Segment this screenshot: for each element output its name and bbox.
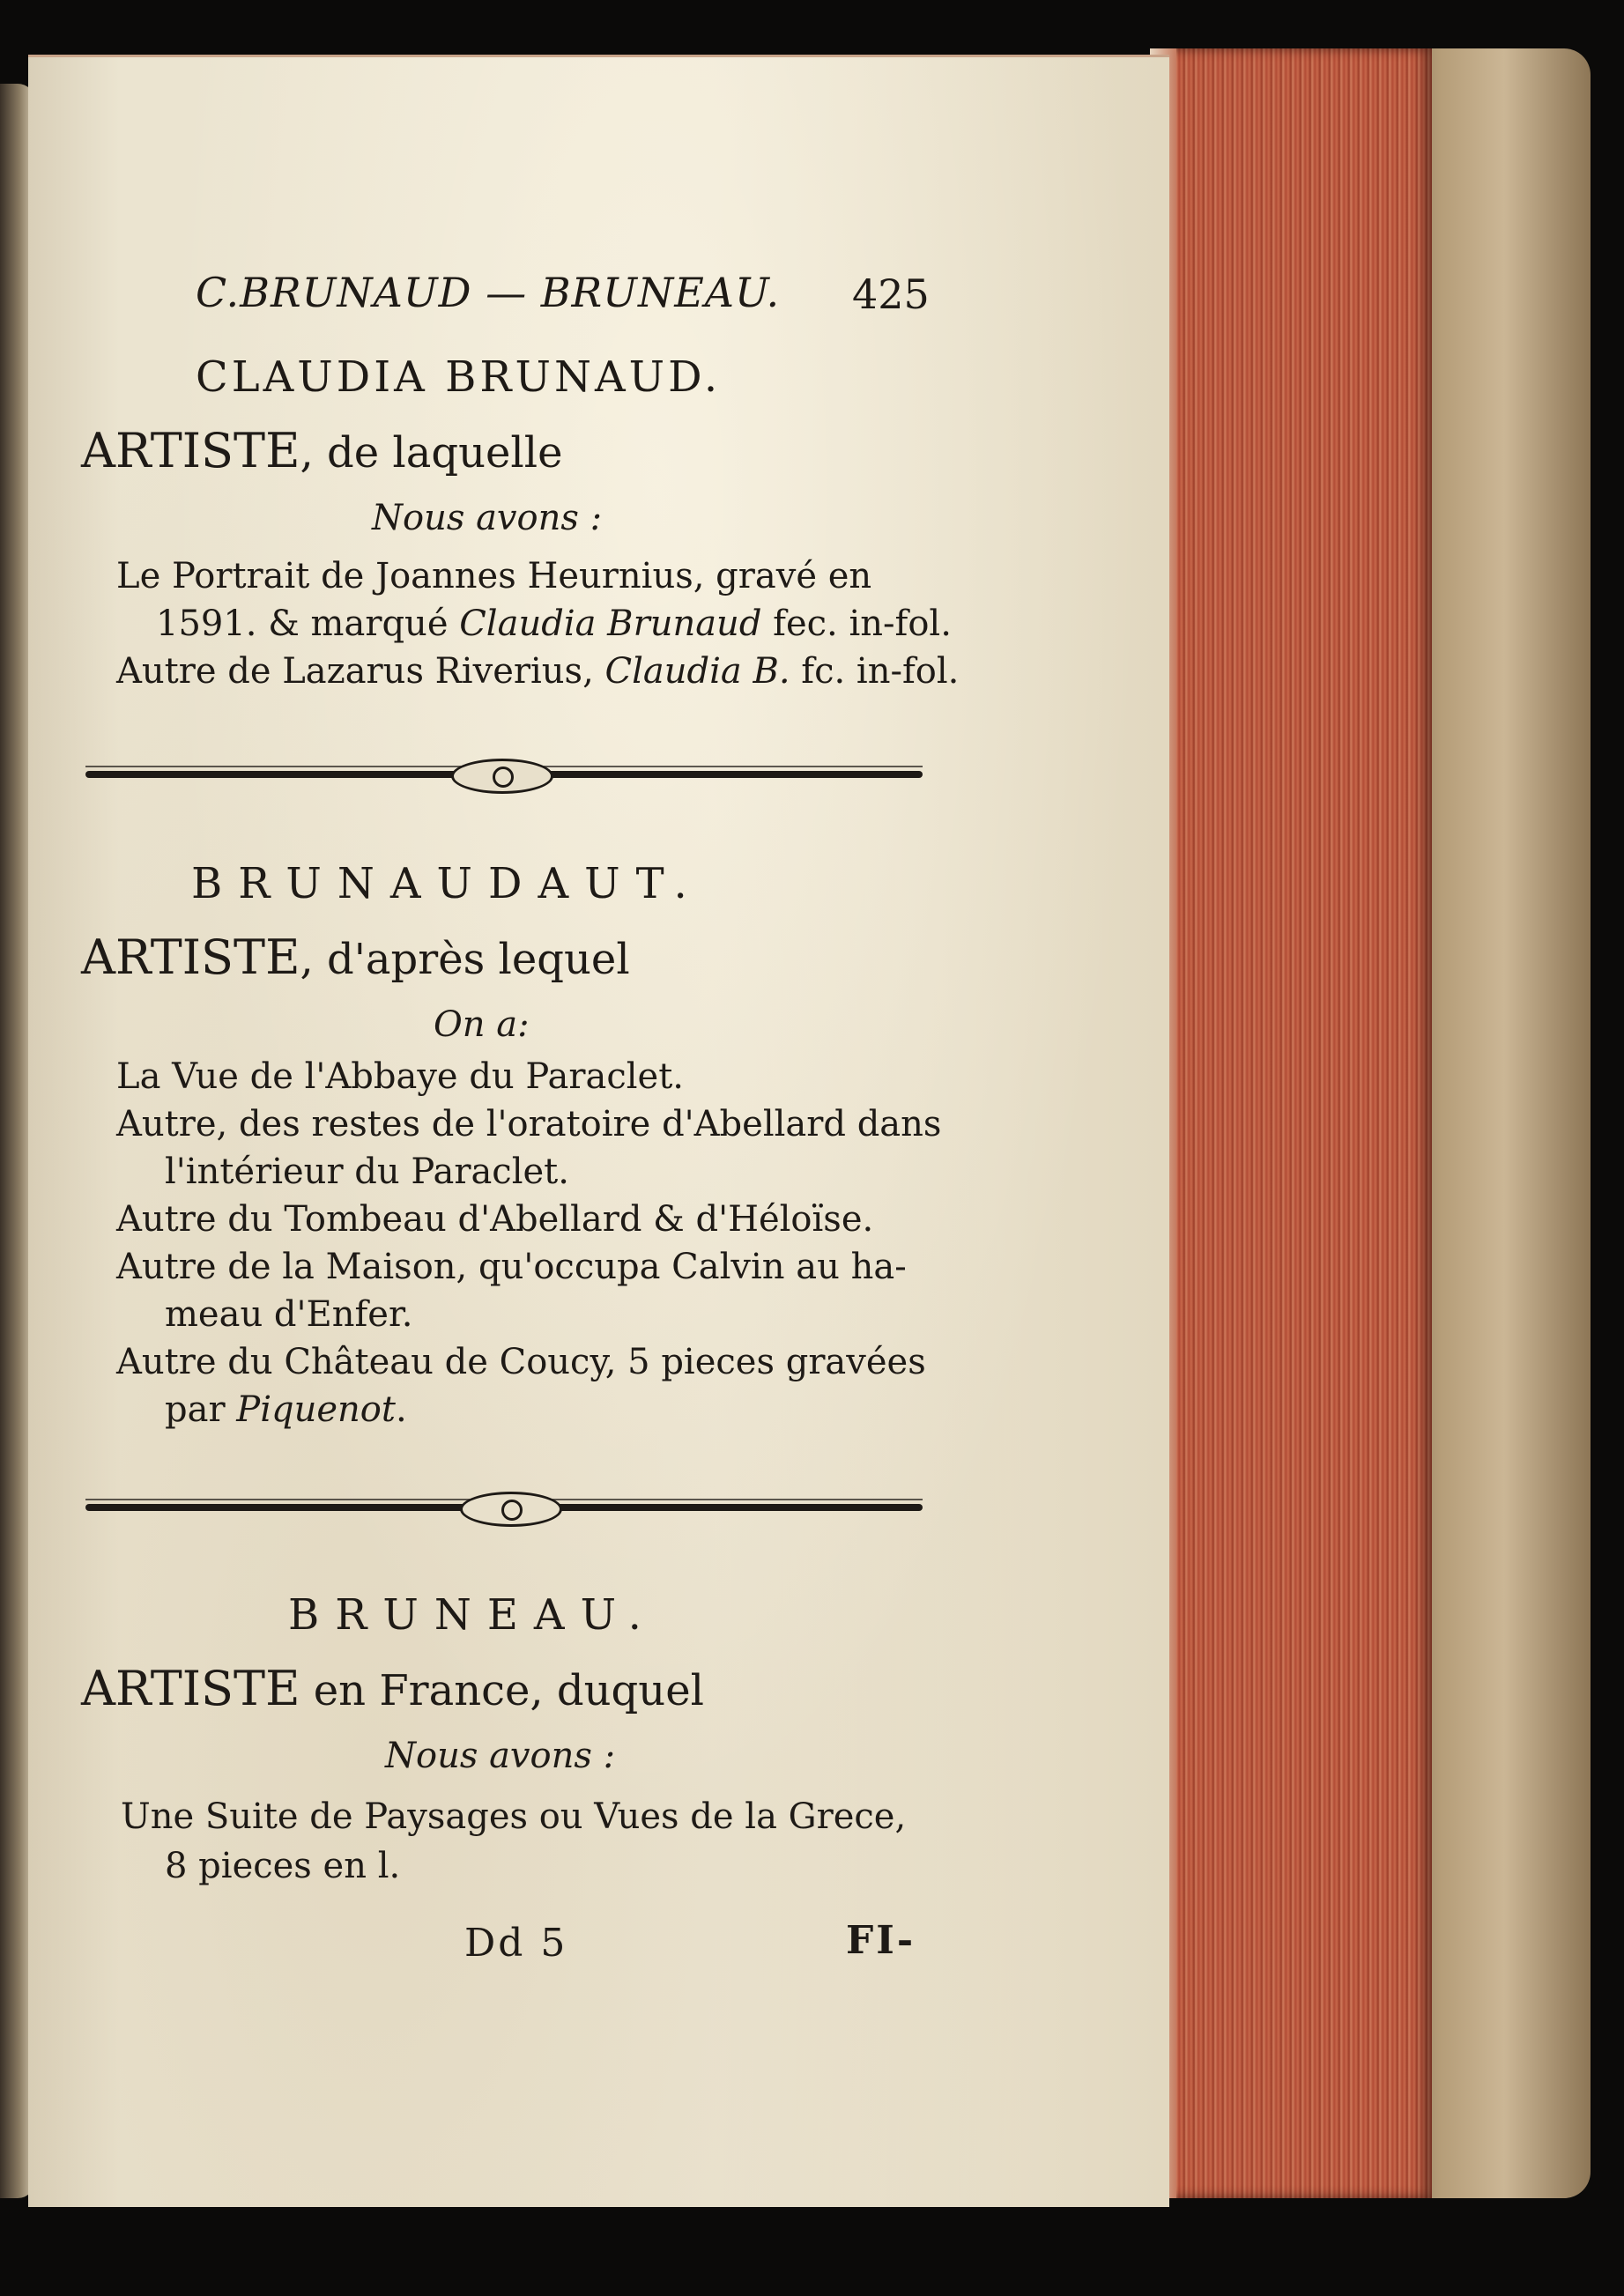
intro-text: , d'après lequel [300,935,630,984]
entry-line: meau d'Enfer. [165,1294,413,1335]
subheading-nous-avons-1: Nous avons : [372,498,603,538]
entry-line [165,1386,407,1433]
running-title: C.BRUNAUD — BRUNEAU. [196,269,781,316]
rule-ornament [460,1492,562,1527]
entry-line: Autre du Tombeau d'Abellard & d'Héloïse. [116,1199,874,1240]
entry-line: l'intérieur du Paraclet. [165,1152,569,1192]
section-title-bruneau: BRUNEAU. [288,1590,657,1640]
entry-text: Autre de Lazarus Riverius, [116,651,605,692]
entry-text: fec. in-fol. [761,604,952,644]
entry-italic: Claudia B. [604,651,790,692]
subheading-on-a: On a: [434,1004,530,1045]
rule-ornament [451,759,553,794]
entry-line [156,600,952,648]
entry-line: Le Portrait de Joannes Heurnius, gravé en [116,556,872,596]
entry-text: 1591. & marqué [156,604,460,644]
entry-line: La Vue de l'Abbaye du Paraclet. [116,1056,684,1097]
artiste-label: ARTISTE [81,930,300,985]
entry-line: Une Suite de Paysages ou Vues de la Grece, [121,1796,907,1837]
section-title-claudia-brunaud: CLAUDIA BRUNAUD. [196,352,722,402]
book-page [28,55,1169,2207]
catchword: FI- [846,1918,916,1963]
entry-text: . [395,1389,407,1430]
artiste-intro-3 [81,1661,704,1716]
entry-line: Autre du Château de Coucy, 5 pieces gravées [116,1342,926,1382]
entry-line: Autre, des restes de l'oratoire d'Abellard dans [116,1104,942,1144]
artiste-label: ARTISTE [81,1661,300,1716]
artiste-label: ARTISTE [81,423,300,478]
entry-line: Autre de la Maison, qu'occupa Calvin au ha- [116,1247,907,1287]
subheading-nous-avons-3: Nous avons : [385,1736,616,1776]
entry-text: par [165,1389,237,1430]
entry-italic: Claudia Brunaud [459,604,762,644]
entry-text: fc. in-fol. [790,651,960,692]
entry-line [116,648,959,695]
signature-mark: Dd 5 [464,1921,568,1966]
artiste-intro-2 [81,930,630,985]
intro-text: , de laquelle [300,428,563,478]
section-title-brunaudaut: BRUNAUDAUT. [191,859,703,908]
artiste-intro-1 [81,423,563,478]
page-number: 425 [852,270,930,318]
entry-line: 8 pieces en l. [165,1846,401,1886]
page-block-edges [1150,48,1432,2198]
entry-italic: Piquenot [236,1389,396,1430]
intro-text: en France, duquel [300,1666,704,1715]
